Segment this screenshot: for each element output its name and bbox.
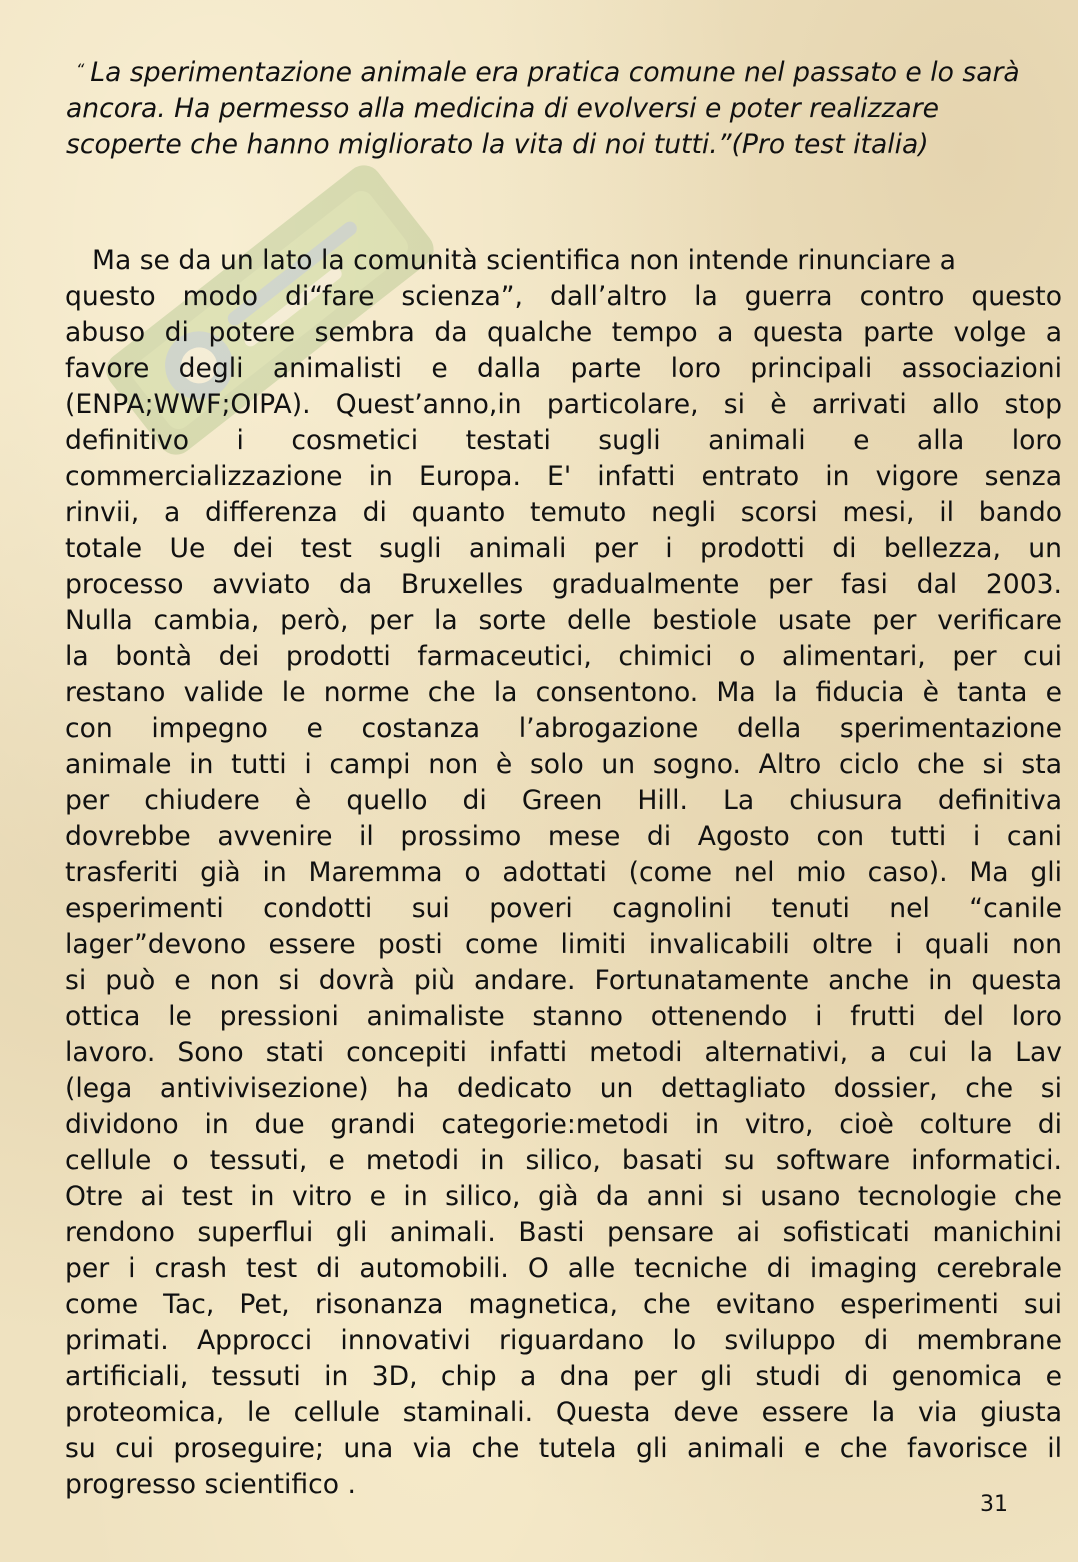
text-line: dovrebbe avvenire il prossimo mese di Agosto con tutti i cani	[65, 821, 1062, 852]
text-line: proteomica, le cellule staminali. Questa deve essere la via giusta	[65, 1397, 1062, 1428]
quote-open-mark: “	[76, 60, 85, 79]
opening-quote	[66, 52, 1036, 163]
text-line: lavoro. Sono stati concepiti infatti metodi alternativi, a cui la Lav	[65, 1037, 1062, 1068]
page-number: 31	[980, 1492, 1008, 1517]
text-line: per i crash test di automobili. O alle tecniche di imaging cerebrale	[65, 1253, 1062, 1284]
quote-text: La sperimentazione animale era pratica comune nel passato e lo sarà ancora. Ha permesso alla medicina di evolversi e poter realizzare scoperte che hanno migliorato la vita di noi tutti.”(Pro test italia)	[66, 57, 1020, 160]
text-line: per chiudere è quello di Green Hill. La chiusura definitiva	[65, 785, 1062, 816]
text-line: lager”devono essere posti come limiti invalicabili oltre i quali non	[65, 929, 1062, 960]
text-line: processo avviato da Bruxelles gradualmente per fasi dal 2003.	[65, 569, 1062, 600]
text-line: restano valide le norme che la consentono. Ma la fiducia è tanta e	[65, 677, 1062, 708]
text-line: come Tac, Pet, risonanza magnetica, che evitano esperimenti sui	[65, 1289, 1062, 1320]
text-line: (lega antivivisezione) ha dedicato un dettagliato dossier, che si	[65, 1073, 1062, 1104]
text-line: artificiali, tessuti in 3D, chip a dna per gli studi di genomica e	[65, 1361, 1062, 1392]
text-line: si può e non si dovrà più andare. Fortunatamente anche in questa	[65, 965, 1062, 996]
text-line: dividono in due grandi categorie:metodi in vitro, cioè colture di	[65, 1109, 1062, 1140]
text-line: rendono superflui gli animali. Basti pensare ai sofisticati manichini	[65, 1217, 1062, 1248]
text-line: (ENPA;WWF;OIPA). Quest’anno,in particolare, si è arrivati allo stop	[65, 389, 1062, 420]
text-line: abuso di potere sembra da qualche tempo a questa parte volge a	[65, 317, 1062, 348]
text-line: trasferiti già in Maremma o adottati (come nel mio caso). Ma gli	[65, 857, 1062, 888]
text-line: primati. Approcci innovativi riguardano lo sviluppo di membrane	[65, 1325, 1062, 1356]
text-line: ottica le pressioni animaliste stanno ottenendo i frutti del loro	[65, 1001, 1062, 1032]
text-line: animale in tutti i campi non è solo un sogno. Altro ciclo che si sta	[65, 749, 1062, 780]
text-line: Otre ai test in vitro e in silico, già da anni si usano tecnologie che	[65, 1181, 1062, 1212]
text-line: Nulla cambia, però, per la sorte delle bestiole usate per verificare	[65, 605, 1062, 636]
text-line: rinvii, a differenza di quanto temuto negli scorsi mesi, il bando	[65, 497, 1062, 528]
body-paragraph	[65, 243, 1062, 1503]
text-line: totale Ue dei test sugli animali per i prodotti di bellezza, un	[65, 533, 1062, 564]
text-line: definitivo i cosmetici testati sugli animali e alla loro	[65, 425, 1062, 456]
text-line: con impegno e costanza l’abrogazione della sperimentazione	[65, 713, 1062, 744]
text-line: esperimenti condotti sui poveri cagnolini tenuti nel “canile	[65, 893, 1062, 924]
text-line: la bontà dei prodotti farmaceutici, chimici o alimentari, per cui	[65, 641, 1062, 672]
text-line: su cui proseguire; una via che tutela gli animali e che favorisce il	[65, 1433, 1062, 1464]
text-line: cellule o tessuti, e metodi in silico, basati su software informatici.	[65, 1145, 1062, 1176]
text-line: questo modo di“fare scienza”, dall’altro la guerra contro questo	[65, 281, 1062, 312]
text-line: favore degli animalisti e dalla parte loro principali associazioni	[65, 353, 1062, 384]
text-line: commercializzazione in Europa. E' infatti entrato in vigore senza	[65, 461, 1062, 492]
text-line: Ma se da un lato la comunità scientifica non intende rinunciare a	[92, 245, 956, 276]
text-line: progresso scientifico .	[65, 1469, 356, 1500]
